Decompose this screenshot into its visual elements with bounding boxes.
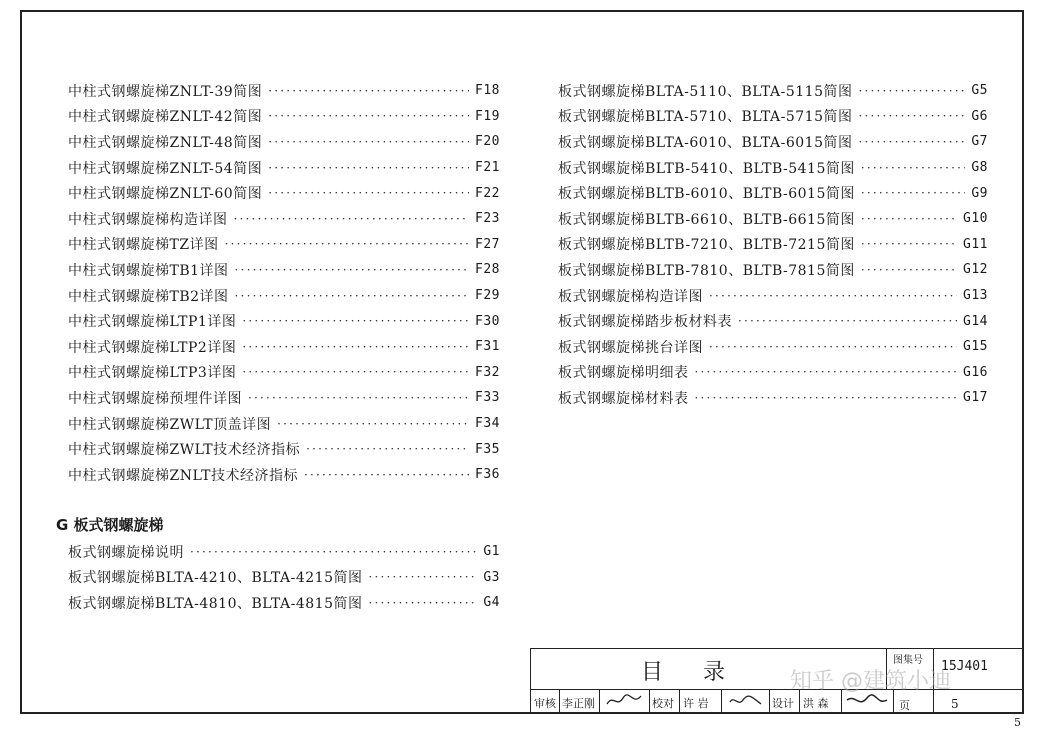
toc-entry-title: 中柱式钢螺旋梯ZWLT技术经济指标 bbox=[68, 442, 301, 459]
toc-entry bbox=[558, 308, 988, 334]
check-label: 校对 bbox=[652, 697, 674, 710]
page-number: 5 bbox=[951, 697, 959, 711]
toc-entry-title: 板式钢螺旋梯说明 bbox=[68, 544, 184, 561]
review-label: 审核 bbox=[534, 697, 556, 710]
toc-entry bbox=[558, 155, 988, 181]
toc-entry bbox=[68, 308, 500, 334]
toc-entry bbox=[68, 462, 500, 488]
reviewer-name: 李正刚 bbox=[562, 697, 595, 710]
toc-entry-page: F31 bbox=[475, 339, 500, 355]
toc-entry bbox=[558, 104, 988, 130]
toc-entry bbox=[68, 232, 500, 258]
dot-leader bbox=[858, 135, 965, 149]
toc-entry-title: 板式钢螺旋梯BLTA-6010、BLTA-6015简图 bbox=[558, 134, 853, 151]
dot-leader bbox=[861, 186, 965, 200]
toc-entry-page: G4 bbox=[483, 595, 500, 611]
atlas-number-label: 图集号 bbox=[893, 655, 923, 666]
toc-entry-title: 中柱式钢螺旋梯ZWLT顶盖详图 bbox=[68, 416, 272, 433]
toc-entry-page: G3 bbox=[483, 569, 500, 585]
toc-entry-title: 中柱式钢螺旋梯ZNLT-42简图 bbox=[68, 109, 263, 126]
toc-left-column bbox=[68, 78, 500, 488]
toc-entry-page: F36 bbox=[475, 467, 500, 483]
designer-name: 洪 森 bbox=[803, 697, 829, 710]
toc-entry bbox=[558, 206, 988, 232]
toc-entry bbox=[68, 283, 500, 309]
toc-entry bbox=[68, 78, 500, 104]
toc-entry-page: G7 bbox=[971, 134, 988, 150]
toc-entry-page: G11 bbox=[963, 236, 988, 252]
toc-entry-title: 板式钢螺旋梯BLTA-5710、BLTA-5715简图 bbox=[558, 109, 853, 126]
toc-right-column bbox=[558, 78, 988, 411]
toc-entry-page: F29 bbox=[475, 288, 500, 304]
toc-entry-page: G10 bbox=[963, 211, 988, 227]
toc-section-g-list bbox=[68, 539, 500, 616]
reviewer-signature bbox=[605, 692, 645, 710]
toc-entry-page: F30 bbox=[475, 313, 500, 329]
toc-entry-page: G13 bbox=[963, 288, 988, 304]
toc-entry bbox=[68, 180, 500, 206]
dot-leader bbox=[268, 186, 469, 200]
dot-leader bbox=[709, 340, 957, 354]
toc-entry-page: F23 bbox=[475, 211, 500, 227]
toc-entry-page: F18 bbox=[475, 83, 500, 99]
toc-entry bbox=[68, 436, 500, 462]
toc-entry-title: 中柱式钢螺旋梯ZNLT-60简图 bbox=[68, 186, 263, 203]
toc-entry-page: F21 bbox=[475, 160, 500, 176]
toc-entry bbox=[68, 206, 500, 232]
toc-entry-page: F20 bbox=[475, 134, 500, 150]
dot-leader bbox=[268, 135, 469, 149]
toc-entry bbox=[68, 104, 500, 130]
toc-entry-title: 板式钢螺旋梯挑台详图 bbox=[558, 339, 703, 356]
toc-entry bbox=[68, 385, 500, 411]
toc-entry-title: 板式钢螺旋梯BLTA-4210、BLTA-4215简图 bbox=[68, 570, 363, 587]
toc-entry-title: 中柱式钢螺旋梯ZNLT技术经济指标 bbox=[68, 467, 298, 484]
toc-entry-title: 板式钢螺旋梯BLTB-6610、BLTB-6615简图 bbox=[558, 211, 855, 228]
toc-entry-page: G8 bbox=[971, 160, 988, 176]
toc-entry-title: 板式钢螺旋梯材料表 bbox=[558, 390, 689, 407]
toc-entry-page: G17 bbox=[963, 390, 988, 406]
toc-entry bbox=[558, 385, 988, 411]
toc-entry-title: 中柱式钢螺旋梯LTP2详图 bbox=[68, 339, 237, 356]
toc-entry-title: 板式钢螺旋梯BLTB-7810、BLTB-7815简图 bbox=[558, 262, 855, 279]
design-label: 设计 bbox=[772, 697, 794, 710]
toc-entry-title: 板式钢螺旋梯踏步板材料表 bbox=[558, 314, 732, 331]
toc-entry-title: 板式钢螺旋梯BLTB-7210、BLTB-7215简图 bbox=[558, 237, 855, 254]
corner-page-number: 5 bbox=[1014, 716, 1021, 729]
toc-entry-title: 中柱式钢螺旋梯LTP1详图 bbox=[68, 314, 237, 331]
toc-entry-title: 板式钢螺旋梯构造详图 bbox=[558, 288, 703, 305]
toc-entry bbox=[558, 334, 988, 360]
toc-entry-page: G14 bbox=[963, 313, 988, 329]
toc-entry bbox=[558, 180, 988, 206]
dot-leader bbox=[861, 263, 957, 277]
toc-entry bbox=[558, 129, 988, 155]
dot-leader bbox=[268, 109, 469, 123]
toc-entry bbox=[68, 360, 500, 386]
dot-leader bbox=[235, 289, 469, 303]
page-label: 页 bbox=[899, 699, 910, 712]
toc-entry-page: F32 bbox=[475, 364, 500, 380]
toc-entry-title: 中柱式钢螺旋梯预埋件详图 bbox=[68, 390, 242, 407]
toc-entry bbox=[558, 360, 988, 386]
checker-signature bbox=[727, 692, 765, 710]
toc-entry-page: G12 bbox=[963, 262, 988, 278]
watermark: 知乎 @建筑小迪 bbox=[790, 669, 951, 694]
dot-leader bbox=[235, 263, 469, 277]
dot-leader bbox=[858, 109, 965, 123]
atlas-number: 15J401 bbox=[941, 659, 988, 674]
dot-leader bbox=[738, 314, 957, 328]
toc-entry-title: 中柱式钢螺旋梯TZ详图 bbox=[68, 237, 219, 254]
dot-leader bbox=[268, 161, 469, 175]
dot-leader bbox=[225, 237, 469, 251]
dot-leader bbox=[242, 365, 469, 379]
toc-entry-title: 板式钢螺旋梯BLTA-5110、BLTA-5115简图 bbox=[558, 83, 853, 100]
toc-entry-title: 中柱式钢螺旋梯构造详图 bbox=[68, 211, 228, 228]
dot-leader bbox=[248, 391, 469, 405]
toc-entry-page: G16 bbox=[963, 364, 988, 380]
toc-entry-title: 中柱式钢螺旋梯TB2详图 bbox=[68, 288, 229, 305]
toc-entry bbox=[68, 155, 500, 181]
toc-entry bbox=[68, 257, 500, 283]
toc-entry bbox=[558, 78, 988, 104]
dot-leader bbox=[858, 84, 965, 98]
toc-entry-page: F34 bbox=[475, 416, 500, 432]
page-title: 目录 bbox=[641, 660, 766, 685]
toc-entry bbox=[68, 411, 500, 437]
toc-entry bbox=[68, 129, 500, 155]
toc-entry bbox=[558, 232, 988, 258]
toc-entry bbox=[68, 565, 500, 591]
dot-leader bbox=[234, 212, 470, 226]
dot-leader bbox=[709, 289, 957, 303]
dot-leader bbox=[304, 468, 469, 482]
toc-entry bbox=[558, 283, 988, 309]
toc-entry-page: F22 bbox=[475, 185, 500, 201]
dot-leader bbox=[861, 212, 957, 226]
toc-entry bbox=[68, 539, 500, 565]
dot-leader bbox=[277, 417, 469, 431]
toc-entry-page: G5 bbox=[971, 83, 988, 99]
toc-entry-title: 中柱式钢螺旋梯ZNLT-39简图 bbox=[68, 83, 263, 100]
toc-entry-page: G6 bbox=[971, 108, 988, 124]
toc-entry-title: 中柱式钢螺旋梯ZNLT-48简图 bbox=[68, 134, 263, 151]
toc-entry-title: 板式钢螺旋梯明细表 bbox=[558, 365, 689, 382]
toc-entry-title: 板式钢螺旋梯BLTA-4810、BLTA-4815简图 bbox=[68, 595, 363, 612]
dot-leader bbox=[306, 442, 469, 456]
toc-entry-title: 中柱式钢螺旋梯TB1详图 bbox=[68, 262, 229, 279]
dot-leader bbox=[368, 570, 477, 584]
toc-entry bbox=[68, 334, 500, 360]
toc-entry-page: F19 bbox=[475, 108, 500, 124]
dot-leader bbox=[695, 365, 958, 379]
dot-leader bbox=[861, 161, 965, 175]
toc-entry-page: F35 bbox=[475, 441, 500, 457]
toc-entry bbox=[68, 590, 500, 616]
checker-name: 许 岩 bbox=[683, 697, 709, 710]
dot-leader bbox=[190, 545, 477, 559]
section-g-heading: G 板式钢螺旋梯 bbox=[56, 516, 164, 534]
toc-entry-page: F27 bbox=[475, 236, 500, 252]
toc-entry-page: F28 bbox=[475, 262, 500, 278]
dot-leader bbox=[861, 237, 957, 251]
toc-entry-page: G9 bbox=[971, 185, 988, 201]
dot-leader bbox=[242, 314, 469, 328]
toc-entry bbox=[558, 257, 988, 283]
toc-entry-title: 板式钢螺旋梯BLTB-6010、BLTB-6015简图 bbox=[558, 186, 855, 203]
dot-leader bbox=[368, 596, 477, 610]
dot-leader bbox=[242, 340, 469, 354]
toc-entry-title: 板式钢螺旋梯BLTB-5410、BLTB-5415简图 bbox=[558, 160, 855, 177]
toc-entry-title: 中柱式钢螺旋梯LTP3详图 bbox=[68, 365, 237, 382]
toc-entry-page: G15 bbox=[963, 339, 988, 355]
toc-entry-title: 中柱式钢螺旋梯ZNLT-54简图 bbox=[68, 160, 263, 177]
dot-leader bbox=[695, 391, 958, 405]
toc-entry-page: F33 bbox=[475, 390, 500, 406]
toc-entry-page: G1 bbox=[483, 544, 500, 560]
dot-leader bbox=[268, 84, 469, 98]
